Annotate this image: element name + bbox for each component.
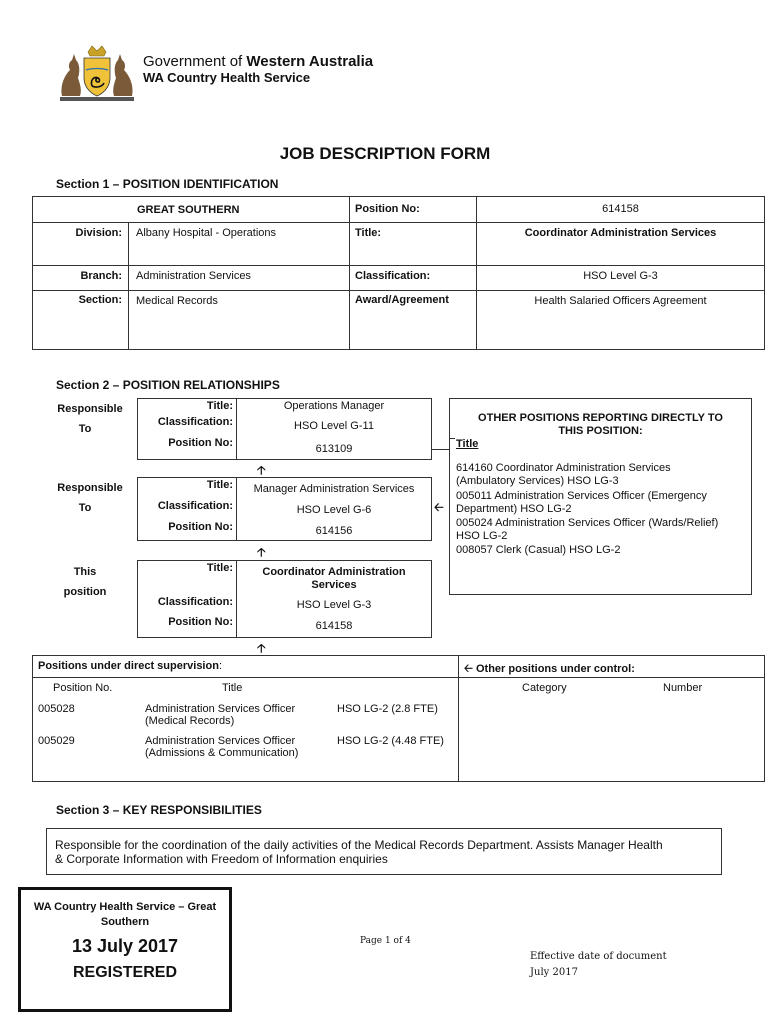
- other-position-line: 008057 Clerk (Casual) HSO LG-2: [456, 544, 621, 556]
- effective-date-label: Effective date of document: [530, 951, 667, 962]
- arrow-up-icon-2: 🡡: [257, 545, 266, 559]
- this-position-label: This: [73, 566, 97, 578]
- box2-classification-label: Classification:: [157, 500, 233, 512]
- supervision-table: [32, 655, 765, 782]
- box3-title-line2: Services: [311, 579, 357, 591]
- effective-date-value: July 2017: [530, 967, 578, 978]
- reporting-box-operations-manager: [137, 398, 432, 460]
- responsible-to-label-2: Responsible: [57, 482, 123, 494]
- branch-value: Administration Services: [136, 270, 251, 282]
- position-no-label: Position No:: [355, 203, 420, 215]
- classification-label: Classification:: [355, 270, 431, 282]
- other-positions-heading-2: THIS POSITION:: [558, 425, 643, 437]
- supervised-title: Administration Services Officer: [145, 735, 296, 747]
- other-positions-heading-1: OTHER POSITIONS REPORTING DIRECTLY TO: [478, 412, 723, 424]
- section-label: Section:: [78, 294, 122, 306]
- responsible-to-label: Responsible: [57, 403, 123, 415]
- supervised-title: Administration Services Officer: [145, 703, 296, 715]
- responsible-to-label-to-2: To: [78, 502, 92, 514]
- other-positions-box: [449, 398, 752, 595]
- arrow-left-icon: 🡠: [464, 663, 473, 675]
- box1-position-no-label: Position No:: [168, 437, 233, 449]
- other-position-line: 005011 Administration Services Officer (Emergency: [456, 490, 707, 502]
- responsibility-line: & Corporate Information with Freedom of Information enquiries: [55, 852, 388, 866]
- col-title: Title: [222, 682, 243, 694]
- other-position-line: (Ambulatory Services) HSO LG-3: [456, 475, 619, 487]
- award-label: Award/Agreement: [355, 294, 449, 306]
- box1-classification-label: Classification:: [157, 416, 233, 428]
- government-name: Government of Western Australia: [143, 53, 374, 70]
- section-1-heading: Section 1 – POSITION IDENTIFICATION: [56, 177, 279, 191]
- supervised-title: (Medical Records): [145, 715, 235, 727]
- other-position-line: Department) HSO LG-2: [456, 503, 572, 515]
- award-value: Health Salaried Officers Agreement: [534, 295, 707, 307]
- classification-value: HSO Level G-3: [583, 270, 658, 282]
- registration-stamp: [18, 887, 232, 1012]
- stamp-date: 13 July 2017: [71, 936, 179, 956]
- region-name: GREAT SOUTHERN: [137, 204, 240, 216]
- position-identification-table: [32, 196, 765, 350]
- box2-title: Manager Administration Services: [253, 483, 415, 495]
- other-control-heading: 🡠 Other positions under control:: [464, 663, 635, 675]
- box3-classification: HSO Level G-3: [296, 599, 372, 611]
- this-position-label-2: position: [63, 586, 107, 598]
- responsibility-line: Responsible for the coordination of the daily activities of the Medical Records Department. Assists Manager Health: [55, 838, 663, 852]
- other-position-line: 614160 Coordinator Administration Services: [456, 462, 671, 474]
- other-position-line: 005024 Administration Services Officer (Wards/Relief): [456, 517, 719, 529]
- reporting-box-this-position: [137, 560, 432, 638]
- box3-position-no: 614158: [315, 620, 353, 632]
- col-category: Category: [522, 682, 567, 694]
- box1-title: Operations Manager: [283, 400, 385, 412]
- box1-classification: HSO Level G-11: [294, 420, 374, 432]
- section-value: Medical Records: [136, 295, 218, 307]
- col-position-no: Position No.: [53, 682, 113, 694]
- page-number: Page 1 of 4: [360, 936, 411, 946]
- stamp-organisation: WA Country Health Service – Great Southern: [33, 901, 217, 928]
- section-2-heading: Section 2 – POSITION RELATIONSHIPS: [56, 378, 280, 392]
- supervision-heading: Positions under direct supervision:: [38, 660, 222, 672]
- arrow-up-icon-3: 🡡: [257, 641, 266, 655]
- wa-government-crest-logo: [56, 42, 138, 104]
- box2-position-no: 614156: [315, 525, 353, 537]
- supervised-level: HSO LG-2 (4.48 FTE): [337, 735, 444, 747]
- box3-position-no-label: Position No:: [168, 616, 233, 628]
- position-no-value: 614158: [602, 203, 639, 215]
- other-position-line: HSO LG-2: [456, 530, 508, 542]
- box2-position-no-label: Position No:: [168, 521, 233, 533]
- title-label: Title:: [355, 227, 382, 239]
- box3-title-line1: Coordinator Administration: [262, 566, 406, 578]
- title-value: Coordinator Administration Services: [524, 227, 717, 239]
- reporting-box-manager-administration: [137, 477, 432, 541]
- service-name: WA Country Health Service: [143, 70, 311, 85]
- box1-title-label: Title:: [206, 400, 233, 412]
- box3-title-label: Title:: [206, 562, 233, 574]
- box3-classification-label: Classification:: [157, 596, 233, 608]
- box2-title-label: Title:: [206, 479, 233, 491]
- other-positions-title-label: Title: [456, 438, 479, 450]
- responsible-to-label-to: To: [78, 423, 92, 435]
- box2-classification: HSO Level G-6: [296, 504, 372, 516]
- supervised-title: (Admissions & Communication): [145, 747, 299, 759]
- page-title: JOB DESCRIPTION FORM: [279, 144, 491, 163]
- stamp-status: REGISTERED: [72, 964, 177, 981]
- arrow-left-icon: 🡠: [434, 500, 444, 514]
- key-responsibilities-box: [46, 828, 722, 875]
- supervised-position-no: 005028: [38, 703, 75, 715]
- supervised-position-no: 005029: [38, 735, 75, 747]
- division-value: Albany Hospital - Operations: [136, 227, 277, 239]
- box1-position-no: 613109: [315, 443, 353, 455]
- supervised-level: HSO LG-2 (2.8 FTE): [337, 703, 438, 715]
- branch-label: Branch:: [80, 270, 122, 282]
- col-number: Number: [663, 682, 703, 694]
- section-3-heading: Section 3 – KEY RESPONSIBILITIES: [56, 803, 262, 817]
- arrow-up-icon: 🡡: [257, 463, 266, 477]
- division-label: Division:: [75, 227, 122, 239]
